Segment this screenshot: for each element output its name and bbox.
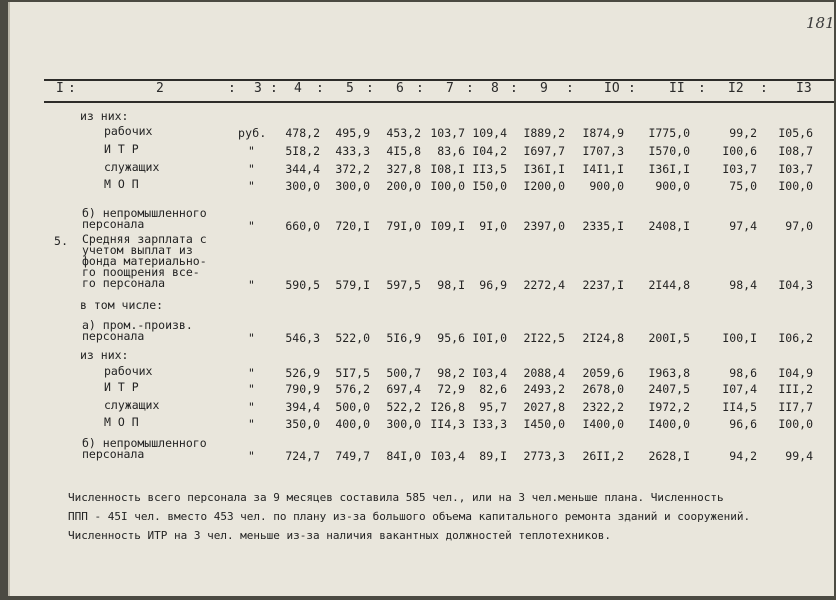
row-label: а) пром.-произв. персонала xyxy=(82,318,193,343)
value-cell: 2678,0 xyxy=(582,382,624,396)
value-cell: 900,0 xyxy=(655,179,690,193)
value-cell: I775,0 xyxy=(648,126,690,140)
value-cell: 2I24,8 xyxy=(582,331,624,345)
row-label: М О П xyxy=(104,177,139,191)
value-cell: III,2 xyxy=(778,382,813,396)
value-cell: I03,7 xyxy=(722,162,757,176)
value-cell: I03,4 xyxy=(430,449,465,463)
value-cell: 697,4 xyxy=(386,382,421,396)
value-cell: 95,6 xyxy=(437,331,465,345)
value-cell: 98,2 xyxy=(437,366,465,380)
value-cell: 9I,0 xyxy=(479,219,507,233)
header-cell: I3 xyxy=(796,81,812,96)
value-cell: 75,0 xyxy=(729,179,757,193)
value-cell: I4I1,I xyxy=(582,162,624,176)
value-cell: 2335,I xyxy=(582,219,624,233)
value-cell: 83,6 xyxy=(437,144,465,158)
value-cell: 94,2 xyxy=(729,449,757,463)
value-cell: 300,0 xyxy=(285,179,320,193)
unit-cell: " xyxy=(248,331,256,345)
value-cell: 327,8 xyxy=(386,162,421,176)
table-header xyxy=(10,81,836,101)
value-cell: 82,6 xyxy=(479,382,507,396)
value-cell: 2408,I xyxy=(648,219,690,233)
value-cell: 96,6 xyxy=(729,417,757,431)
value-cell: II4,3 xyxy=(430,417,465,431)
header-separator: : xyxy=(566,81,574,96)
value-cell: 2493,2 xyxy=(523,382,565,396)
value-cell: 2027,8 xyxy=(523,400,565,414)
header-separator: : xyxy=(510,81,518,96)
value-cell: II7,7 xyxy=(778,400,813,414)
value-cell: I50,0 xyxy=(472,179,507,193)
row-label: рабочих xyxy=(104,124,153,138)
value-cell: 590,5 xyxy=(285,278,320,292)
value-cell: 98,6 xyxy=(729,366,757,380)
value-cell: 99,4 xyxy=(785,449,813,463)
value-cell: 2322,2 xyxy=(582,400,624,414)
header-bottom-rule xyxy=(44,101,834,103)
document-page xyxy=(8,2,834,596)
value-cell: 84I,0 xyxy=(386,449,421,463)
value-cell: 5I6,9 xyxy=(386,331,421,345)
row-label: в том числе: xyxy=(80,298,164,312)
value-cell: 576,2 xyxy=(335,382,370,396)
row-label: И Т Р xyxy=(104,142,139,156)
value-cell: I26,8 xyxy=(430,400,465,414)
value-cell: I450,0 xyxy=(523,417,565,431)
value-cell: 97,4 xyxy=(729,219,757,233)
value-cell: I00,6 xyxy=(722,144,757,158)
value-cell: I972,2 xyxy=(648,400,690,414)
value-cell: 495,9 xyxy=(335,126,370,140)
value-cell: I570,0 xyxy=(648,144,690,158)
value-cell: 900,0 xyxy=(589,179,624,193)
header-separator: : xyxy=(228,81,236,96)
value-cell: 5I8,2 xyxy=(285,144,320,158)
value-cell: 2272,4 xyxy=(523,278,565,292)
header-cell: IO xyxy=(604,81,620,96)
value-cell: 2397,0 xyxy=(523,219,565,233)
value-cell: 97,0 xyxy=(785,219,813,233)
unit-cell: руб. xyxy=(238,126,267,140)
value-cell: 749,7 xyxy=(335,449,370,463)
value-cell: I06,2 xyxy=(778,331,813,345)
value-cell: I00,0 xyxy=(778,417,813,431)
item-number: 5. xyxy=(54,234,69,248)
value-cell: I07,4 xyxy=(722,382,757,396)
value-cell: 2088,4 xyxy=(523,366,565,380)
value-cell: I00,0 xyxy=(430,179,465,193)
header-cell: 6 xyxy=(396,81,404,96)
value-cell: 790,9 xyxy=(285,382,320,396)
value-cell: 344,4 xyxy=(285,162,320,176)
header-separator: : xyxy=(416,81,424,96)
value-cell: 720,I xyxy=(335,219,370,233)
unit-cell: " xyxy=(248,219,256,233)
value-cell: 26II,2 xyxy=(582,449,624,463)
value-cell: 522,0 xyxy=(335,331,370,345)
row-label: б) непромышленного персонала xyxy=(82,436,207,461)
value-cell: I03,4 xyxy=(472,366,507,380)
value-cell: 300,0 xyxy=(386,417,421,431)
value-cell: 79I,0 xyxy=(386,219,421,233)
value-cell: I697,7 xyxy=(523,144,565,158)
header-separator: : xyxy=(366,81,374,96)
value-cell: 660,0 xyxy=(285,219,320,233)
header-cell: II xyxy=(669,81,685,96)
header-cell: 3 xyxy=(254,81,262,96)
header-cell: I xyxy=(56,81,64,96)
unit-cell: " xyxy=(248,449,256,463)
value-cell: I36I,I xyxy=(648,162,690,176)
value-cell: 394,4 xyxy=(285,400,320,414)
header-separator: : xyxy=(270,81,278,96)
value-cell: 95,7 xyxy=(479,400,507,414)
value-cell: I09,I xyxy=(430,219,465,233)
value-cell: 200I,5 xyxy=(648,331,690,345)
value-cell: 522,2 xyxy=(386,400,421,414)
value-cell: 103,7 xyxy=(430,126,465,140)
unit-cell: " xyxy=(248,382,256,396)
header-separator: : xyxy=(628,81,636,96)
value-cell: 98,I xyxy=(437,278,465,292)
row-label: б) непромышленного персонала xyxy=(82,206,207,231)
header-separator: : xyxy=(698,81,706,96)
header-cell: 7 xyxy=(446,81,454,96)
header-separator: : xyxy=(68,81,76,96)
value-cell: 89,I xyxy=(479,449,507,463)
value-cell: 372,2 xyxy=(335,162,370,176)
unit-cell: " xyxy=(248,179,256,193)
value-cell: I00,I xyxy=(722,331,757,345)
value-cell: I04,2 xyxy=(472,144,507,158)
value-cell: 500,7 xyxy=(386,366,421,380)
value-cell: 2I44,8 xyxy=(648,278,690,292)
value-cell: 400,0 xyxy=(335,417,370,431)
value-cell: 453,2 xyxy=(386,126,421,140)
row-label: И Т Р xyxy=(104,380,139,394)
value-cell: 96,9 xyxy=(479,278,507,292)
row-label: служащих xyxy=(104,160,160,174)
value-cell: I0I,0 xyxy=(472,331,507,345)
value-cell: 2I22,5 xyxy=(523,331,565,345)
value-cell: 98,4 xyxy=(729,278,757,292)
header-separator: : xyxy=(316,81,324,96)
value-cell: 99,2 xyxy=(729,126,757,140)
value-cell: I04,9 xyxy=(778,366,813,380)
value-cell: 72,9 xyxy=(437,382,465,396)
value-cell: 5I7,5 xyxy=(335,366,370,380)
value-cell: I963,8 xyxy=(648,366,690,380)
value-cell: I08,I xyxy=(430,162,465,176)
unit-cell: " xyxy=(248,144,256,158)
value-cell: II4,5 xyxy=(722,400,757,414)
row-label: из них: xyxy=(80,109,129,123)
unit-cell: " xyxy=(248,366,256,380)
summary-paragraph: Численность всего персонала за 9 месяцев составила 585 чел., или на 3 чел.меньше плана. Численность ППП - 45I чел. вместо 453 чел. по плану из-за большого объема капитального ремонта зданий и сооружений. Численность ИТР на 3 чел. меньше из-за наличия вакантных должностей теплотехников. xyxy=(68,491,751,542)
value-cell: 500,0 xyxy=(335,400,370,414)
value-cell: I04,3 xyxy=(778,278,813,292)
row-label: М О П xyxy=(104,415,139,429)
page-number: 181 xyxy=(806,14,835,32)
value-cell: I889,2 xyxy=(523,126,565,140)
value-cell: 2059,6 xyxy=(582,366,624,380)
value-cell: I33,3 xyxy=(472,417,507,431)
value-cell: 478,2 xyxy=(285,126,320,140)
value-cell: 2773,3 xyxy=(523,449,565,463)
header-separator: : xyxy=(466,81,474,96)
value-cell: I874,9 xyxy=(582,126,624,140)
unit-cell: " xyxy=(248,400,256,414)
unit-cell: " xyxy=(248,278,256,292)
header-cell: I2 xyxy=(728,81,744,96)
value-cell: 433,3 xyxy=(335,144,370,158)
value-cell: 4I5,8 xyxy=(386,144,421,158)
header-cell: 2 xyxy=(156,81,164,96)
unit-cell: " xyxy=(248,162,256,176)
value-cell: 350,0 xyxy=(285,417,320,431)
value-cell: 200,0 xyxy=(386,179,421,193)
row-label: Средняя зарплата с учетом выплат из фонда материально- го поощрения все- го персонала xyxy=(82,232,207,290)
value-cell: I08,7 xyxy=(778,144,813,158)
value-cell: 724,7 xyxy=(285,449,320,463)
value-cell: 546,3 xyxy=(285,331,320,345)
value-cell: 109,4 xyxy=(472,126,507,140)
value-cell: 2628,I xyxy=(648,449,690,463)
row-label: из них: xyxy=(80,348,129,362)
row-label: служащих xyxy=(104,398,160,412)
value-cell: I05,6 xyxy=(778,126,813,140)
header-separator: : xyxy=(760,81,768,96)
value-cell: I00,0 xyxy=(778,179,813,193)
header-cell: 5 xyxy=(346,81,354,96)
value-cell: 597,5 xyxy=(386,278,421,292)
header-cell: 8 xyxy=(491,81,499,96)
value-cell: II3,5 xyxy=(472,162,507,176)
value-cell: 2407,5 xyxy=(648,382,690,396)
value-cell: 526,9 xyxy=(285,366,320,380)
value-cell: I400,0 xyxy=(582,417,624,431)
value-cell: I200,0 xyxy=(523,179,565,193)
header-cell: 9 xyxy=(540,81,548,96)
row-label: рабочих xyxy=(104,364,153,378)
value-cell: I03,7 xyxy=(778,162,813,176)
value-cell: 300,0 xyxy=(335,179,370,193)
value-cell: I707,3 xyxy=(582,144,624,158)
value-cell: 2237,I xyxy=(582,278,624,292)
value-cell: I400,0 xyxy=(648,417,690,431)
unit-cell: " xyxy=(248,417,256,431)
header-cell: 4 xyxy=(294,81,302,96)
value-cell: 579,I xyxy=(335,278,370,292)
value-cell: I36I,I xyxy=(523,162,565,176)
